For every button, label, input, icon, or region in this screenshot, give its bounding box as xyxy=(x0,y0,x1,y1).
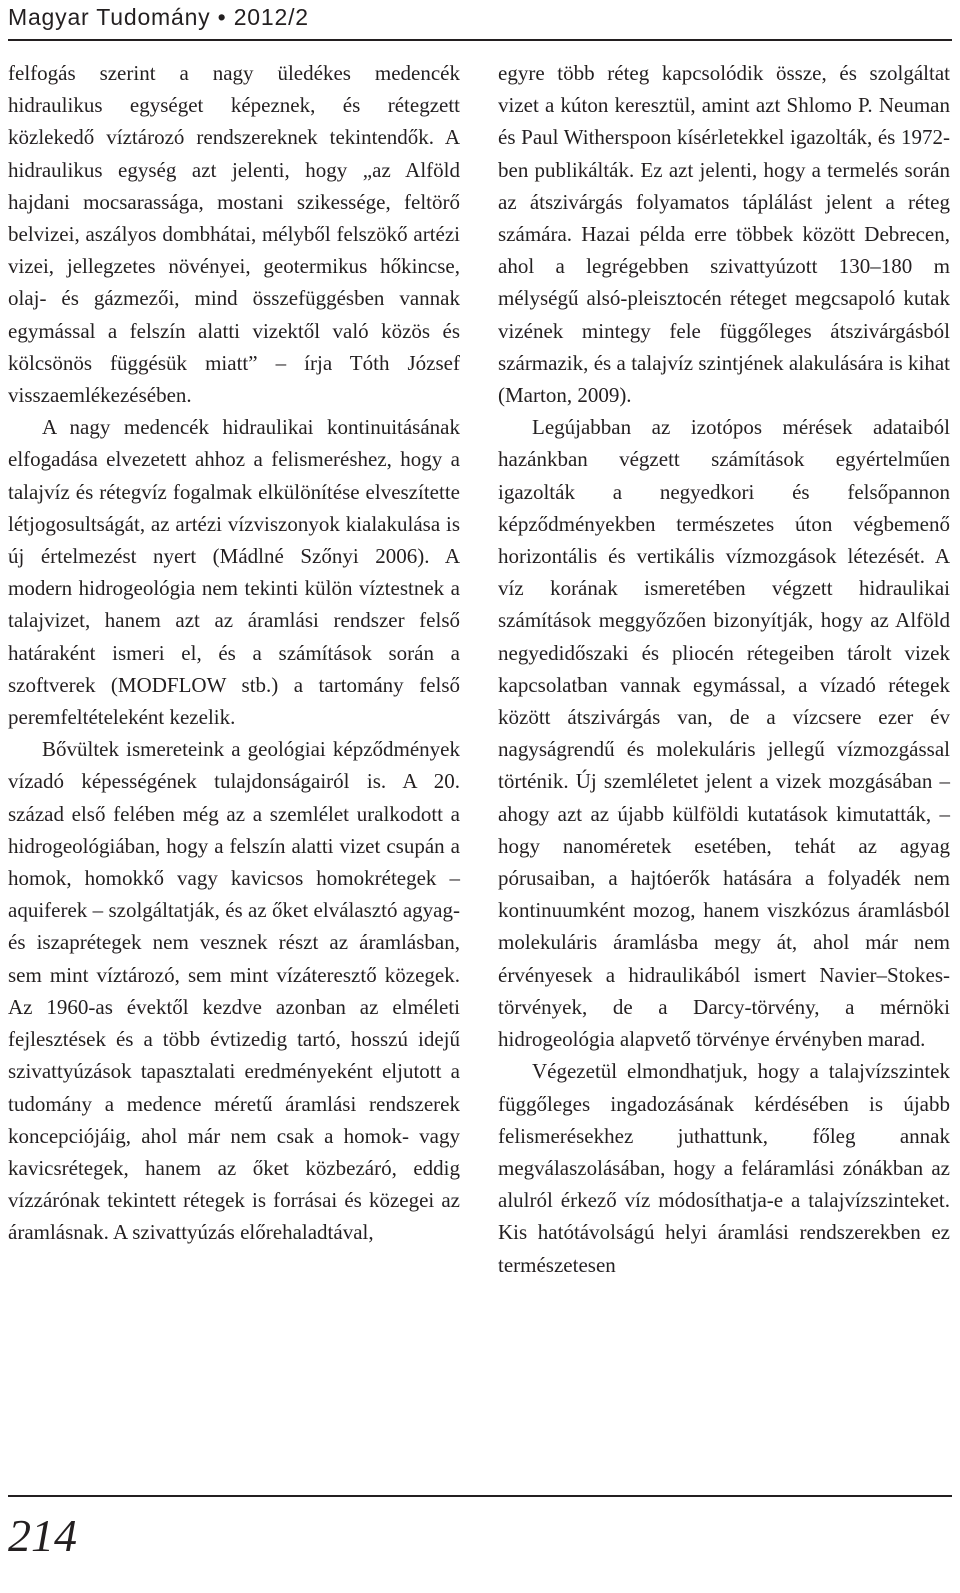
left-paragraph-1: felfogás szerint a nagy üledékes medencék hidraulikus egységet képeznek, és rétegzett közlekedő víztározó rendszereknek tekintendők. A hidraulikus egység azt jelenti, hogy „az Alföld hajdani mocsarassága, mostani szikessége, feltörő belvizei, aszályos dombhátai, mélyből felszökő artézi vizei, jellegzetes növényei, geotermikus hőkincse, olaj- és gázmezői, mind összefüggésben vannak egymással a felszín alatti vizektől való közös és kölcsönös függésük miatt” – írja Tóth József visszaemlékezésében. xyxy=(8,61,460,408)
right-paragraph-1: egyre több réteg kapcsolódik össze, és szolgáltat vizet a kúton keresztül, amint azt Shlomo P. Neuman és Paul Witherspoon kísérletekkel igazolták, és 1972-ben publikálták. Ez azt jelenti, hogy a termelés során az átszivárgás folyamatos táplálást jelent a réteg számára. Hazai példa erre többek között Debrecen, ahol a legrégebben szivattyúzott 130–180 m mélységű alsó-pleisztocén réteget megcsapoló kutak vizének mintegy fele függőleges átszivárgásból származik, és a talajvíz szintjének alakulására is kihat (Marton, 2009). xyxy=(498,61,950,408)
right-paragraph-2: Legújabban az izotópos mérések adataiból hazánkban végzett számítások egyértelműen igazolták a negyedkori és felsőpannon képződményekben természetes úton végbemenő horizontális és vertikális vízmozgások létezését. A víz korának ismeretében végzett hidraulikai számítások meggyőzően bizonyítják, hogy az Alföld negyedidőszaki és pliocén rétegeiben tárolt vizek kapcsolatban vannak egymással, a vízadó rétegek között átszivárgás van, de a vízcsere ezer év nagyságrendű és molekuláris jellegű vízmozgással történik. Új szemléletet jelent a vizek mozgásában – ahogy azt az újabb külföldi kutatások kimutatták, – hogy nanoméretek esetében, tehát az agyag pórusaiban, a hajtóerők hatására a folyadék nem kontinuumként mozog, hanem viszkózus áramlásból molekuláris áramlásba megy át, ahol már nem érvényesek a hidraulikából ismert Navier–Stokes-törvények, de a Darcy-törvény, a mérnöki hidrogeológia alapvető törvénye érvényben marad. xyxy=(498,415,950,1052)
right-column xyxy=(498,57,950,1281)
left-column xyxy=(8,57,460,1249)
page-number: 214 xyxy=(8,1510,77,1561)
header-rule xyxy=(8,39,952,41)
footer-rule xyxy=(8,1495,952,1497)
left-paragraph-2: A nagy medencék hidraulikai kontinuitásának elfogadása elvezetett ahhoz a felismeréshez, hogy a talajvíz és rétegvíz fogalmak elkülönítése elveszítette létjogosultságát, az artézi vízviszonyok kialakulása is új értelmezést nyert (Mádlné Szőnyi 2006). A modern hidrogeológia nem tekinti külön víztestnek a talajvizet, hanem azt az áramlási rendszer felső határaként ismeri el, és a számítások során a szoftverek (MODFLOW stb.) a tartomány felső peremfeltételeként kezelik. xyxy=(8,415,460,730)
left-paragraph-3: Bővültek ismereteink a geológiai képződmények vízadó képességének tulajdonságairól is. A 20. század első felében még az a szemlélet uralkodott a hidrogeológiában, hogy a felszín alatti vizet csupán a homok, homokkő vagy kavicsos homokrétegek – aquiferek – szolgáltatják, és az őket elválasztó agyag- és iszaprétegek nem vesznek részt az áramlásban, sem mint víztározó, sem mint vízáteresztő közegek. Az 1960-as évektől kezdve azonban az elméleti fejlesztések és a több évtizedig tartó, hosszú idejű szivattyúzások tapasztalati eredményeként eljutott a tudomány a medence méretű áramlási rendszerek koncepciójáig, ahol már nem csak a homok- vagy kavicsrétegek, hanem az őket közbezáró, eddig vízzárónak tekintett rétegek is forrásai és közegei az áramlásnak. A szivattyúzás előrehaladtával, xyxy=(8,737,460,1245)
running-header: Magyar Tudomány • 2012/2 xyxy=(8,4,309,30)
right-paragraph-3: Végezetül elmondhatjuk, hogy a talajvízszintek függőleges ingadozásának kérdésében is újabb felismerésekhez juthattunk, főleg annak megválaszolásában, hogy a feláramlási zónákban az alulról érkező víz módosíthatja-e a talajvízszinteket. Kis hatótávolságú helyi áramlási rendszerekben ez természetesen xyxy=(498,1059,950,1277)
